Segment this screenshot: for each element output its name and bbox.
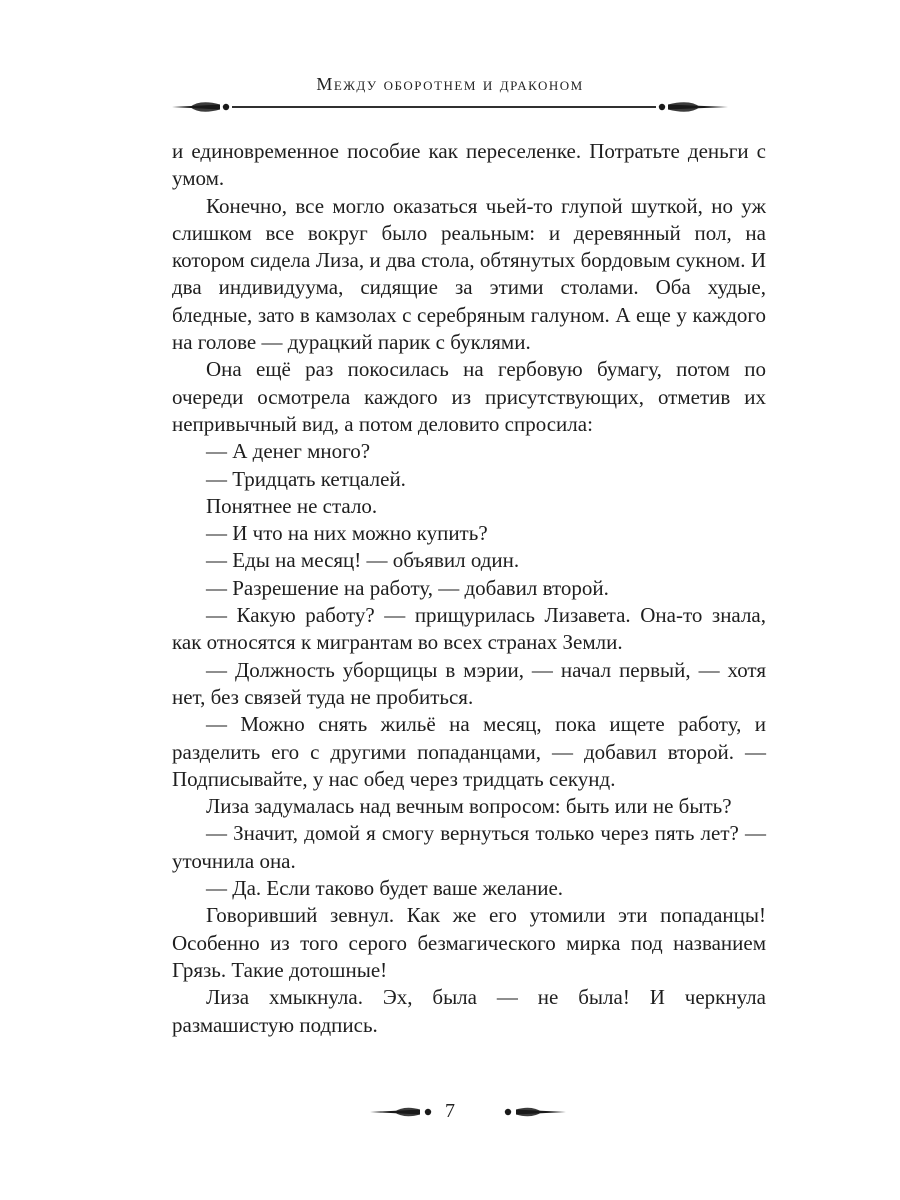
- header-ornament-rule: [170, 96, 730, 118]
- paragraph: Говоривший зевнул. Как же его утомили эти попаданцы! Особенно из того серого безмагического мирка под названием Грязь. Такие дотошные!: [172, 903, 766, 982]
- dialogue-line: — А денег много?: [206, 439, 371, 464]
- dialogue-line: — Да. Если таково будет ваше желание.: [206, 876, 564, 901]
- running-head: Между оборотнем и драконом: [316, 74, 584, 94]
- body-text: [172, 138, 766, 1039]
- paragraph: Лиза задумалась над вечным вопросом: быть или не быть?: [206, 794, 732, 819]
- dialogue-line: — Тридцать кетцалей.: [206, 466, 406, 491]
- paragraph: Она ещё раз покосилась на гербовую бумагу, потом по очереди осмотрела каждого из присутствующих, отметив их непривычный вид, а потом деловито спросила:: [172, 357, 766, 436]
- paragraph: Конечно, все могло оказаться чьей-то глупой шуткой, но уж слишком все вокруг было реальным: и деревянный пол, на котором сидела Лиза, и два стола, обтянутых бордовым сукном. И два индивидуума, сидящие за этими столами. Оба худые, бледные, зато в камзолах с серебряным галуном. А еще у каждого на голове — дурацкий парик с буклями.: [172, 193, 766, 355]
- dialogue-line: — Должность уборщицы в мэрии, — начал первый, — хотя нет, без связей туда не пробиться.: [172, 657, 766, 709]
- dialogue-line: — Можно снять жильё на месяц, пока ищете работу, и разделить его с другими попаданцами, — добавил второй. — Подписывайте, у нас обед через тридцать секунд.: [172, 712, 766, 791]
- footer: [0, 1094, 900, 1134]
- paragraph: Лиза хмыкнула. Эх, была — не была! И черкнула размашистую подпись.: [172, 985, 766, 1037]
- dialogue-line: — Значит, домой я смогу вернуться только через пять лет? — уточнила она.: [172, 821, 766, 873]
- paragraph: и единовременное пособие как переселенке. Потратьте деньги с умом.: [172, 139, 766, 191]
- page-number: 7: [445, 1100, 455, 1122]
- dialogue-line: — Какую работу? — прищурилась Лизавета. Она-то знала, как относятся к мигрантам во всех странах Земли.: [172, 603, 766, 655]
- dialogue-line: — Еды на месяц! — объявил один.: [206, 548, 520, 573]
- dialogue-line: — И что на них можно купить?: [206, 521, 488, 546]
- dialogue-line: — Разрешение на работу, — добавил второй.: [206, 575, 609, 600]
- footer-ornament-right: [498, 1104, 568, 1120]
- paragraph: Понятнее не стало.: [206, 493, 378, 518]
